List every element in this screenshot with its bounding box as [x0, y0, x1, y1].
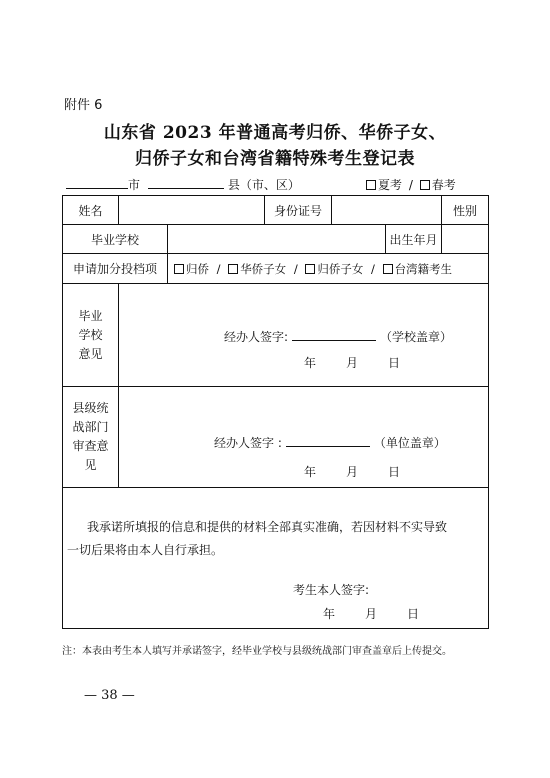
pledge-text-line-2: 一切后果将由本人自行承担。 — [67, 543, 224, 557]
row-county-opinion — [63, 387, 489, 488]
bonus-options — [168, 254, 489, 284]
exam-separator: / — [408, 178, 413, 192]
city-suffix: 市 — [128, 178, 141, 192]
date-day: 日 — [388, 356, 401, 370]
county-blank[interactable] — [148, 176, 224, 189]
location-header — [66, 176, 300, 193]
county-opinion-date — [304, 463, 400, 480]
school-signer-line — [224, 328, 452, 345]
gender-label: 性别 — [442, 196, 489, 225]
name-label: 姓名 — [63, 196, 119, 225]
date-month: 月 — [346, 356, 359, 370]
spring-exam-checkbox[interactable] — [420, 180, 430, 190]
school-field[interactable] — [168, 225, 386, 254]
birth-date-field[interactable] — [442, 225, 489, 254]
id-number-field[interactable] — [332, 196, 442, 225]
option-overseas-chinese-children-checkbox[interactable] — [228, 264, 238, 274]
date-month: 月 — [346, 465, 359, 479]
page-number: — 38 — — [84, 688, 135, 703]
county-signer-line — [214, 434, 446, 451]
option-label: 台湾籍考生 — [394, 261, 453, 276]
row-school-opinion — [63, 284, 489, 387]
date-year: 年 — [323, 607, 336, 621]
option-label: 华侨子女 — [240, 261, 287, 276]
school-signature-blank[interactable] — [292, 328, 376, 341]
student-signer-label: 考生本人签字: — [293, 583, 370, 597]
option-label: 归侨子女 — [317, 261, 364, 276]
school-opinion-label: 毕业 学校 意见 — [63, 284, 119, 387]
option-separator: / — [371, 261, 375, 276]
date-day: 日 — [407, 607, 420, 621]
county-signature-blank[interactable] — [286, 434, 370, 447]
row-basic-info — [63, 196, 489, 225]
seal-label: （学校盖章） — [380, 330, 453, 344]
pledge-text-line-1: 我承诺所填报的信息和提供的材料全部真实准确，若因材料不实导致 — [87, 520, 448, 534]
date-year: 年 — [304, 356, 317, 370]
signer-label: 经办人签字: — [224, 330, 289, 344]
school-opinion-date — [304, 354, 400, 371]
signer-label: 经办人签字 : — [214, 436, 282, 450]
spring-exam-label: 春考 — [431, 178, 456, 192]
seal-label: （单位盖章） — [373, 436, 446, 450]
page-title-line-2: 归侨子女和台湾省籍特殊考生登记表 — [135, 149, 415, 169]
name-field[interactable] — [119, 196, 265, 225]
summer-exam-checkbox[interactable] — [366, 180, 376, 190]
attachment-label: 附件 6 — [64, 98, 103, 113]
option-returned-overseas-chinese-checkbox[interactable] — [174, 264, 184, 274]
birth-date-label: 出生年月 — [386, 225, 442, 254]
county-opinion-area[interactable] — [119, 387, 489, 488]
school-label: 毕业学校 — [63, 225, 168, 254]
option-separator: / — [293, 261, 298, 276]
option-taiwan-checkbox[interactable] — [383, 264, 393, 274]
row-school-info — [63, 225, 489, 254]
id-number-label: 身份证号 — [265, 196, 332, 225]
county-suffix: 县（市、区） — [227, 178, 300, 192]
county-opinion-label: 县级统 战部门 审查意 见 — [63, 387, 119, 488]
exam-type — [366, 176, 456, 193]
row-bonus-options — [63, 254, 489, 284]
bonus-item-label: 申请加分投档项 — [63, 254, 168, 284]
page-title-line-1: 山东省 2023 年普通高考归侨、华侨子女、 — [103, 123, 447, 143]
pledge-date — [323, 605, 419, 622]
option-separator: / — [216, 261, 221, 276]
summer-exam-label: 夏考 — [378, 178, 403, 192]
row-pledge — [63, 488, 489, 629]
registration-form-table — [62, 195, 489, 629]
date-month: 月 — [365, 607, 378, 621]
pledge-area[interactable] — [63, 488, 489, 629]
date-year: 年 — [304, 465, 317, 479]
option-label: 归侨 — [186, 261, 209, 276]
footnote: 注：本表由考生本人填写并承诺签字，经毕业学校与县级统战部门审查盖章后上传提交。 — [62, 646, 452, 657]
city-blank[interactable] — [66, 176, 128, 189]
option-returned-overseas-children-checkbox[interactable] — [305, 264, 315, 274]
date-day: 日 — [388, 465, 401, 479]
school-opinion-area[interactable] — [119, 284, 489, 387]
